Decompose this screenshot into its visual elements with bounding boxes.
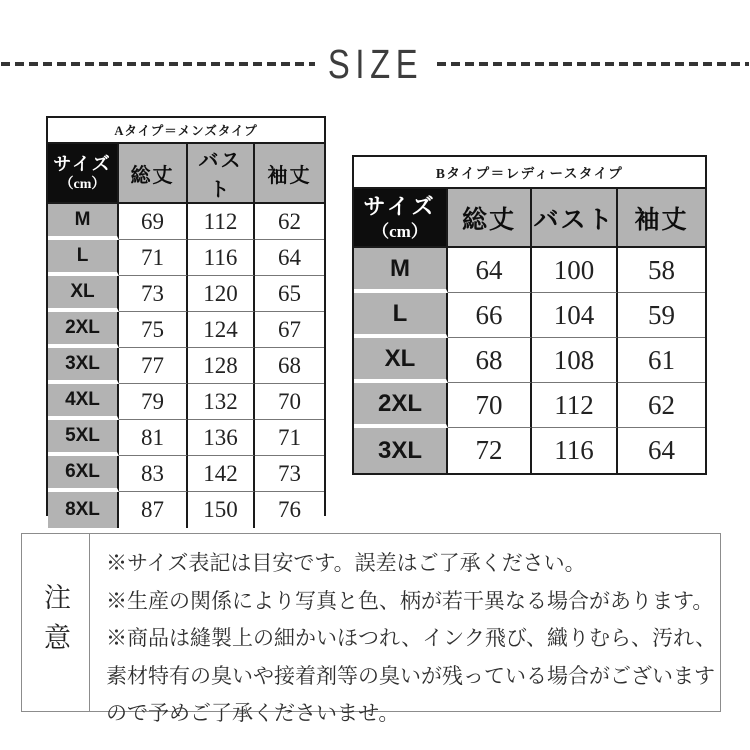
size-label-cell: 3XL <box>354 428 448 473</box>
measurement-cell: 58 <box>618 248 705 293</box>
measurement-cell: 116 <box>188 240 255 276</box>
notice-line: ので予めご了承くださいませ。 <box>106 702 400 725</box>
measurement-cell: 71 <box>255 420 324 456</box>
dashed-rule-left <box>1 62 315 66</box>
table-row <box>48 204 324 240</box>
size-unit-header <box>48 144 119 204</box>
notice-text <box>90 534 720 725</box>
column-header-bust: バスト <box>188 144 255 204</box>
column-header-total-length: 総丈 <box>119 144 188 204</box>
measurement-cell: 67 <box>255 312 324 348</box>
measurement-cell: 64 <box>618 428 705 473</box>
size-label-cell: 5XL <box>48 420 119 456</box>
size-label-cell: 2XL <box>48 312 119 348</box>
size-label-cell: 2XL <box>354 383 448 428</box>
dashed-rule-right <box>437 62 749 66</box>
table-row <box>48 276 324 312</box>
notice-line: ※サイズ表記は目安です。誤差はご了承ください。 <box>106 552 586 575</box>
size-title-band <box>0 42 750 86</box>
measurement-cell: 100 <box>532 248 618 293</box>
size-label-cell: L <box>48 240 119 276</box>
measurement-cell: 73 <box>119 276 188 312</box>
measurement-cell: 61 <box>618 338 705 383</box>
measurement-cell: 73 <box>255 456 324 492</box>
table-row <box>48 312 324 348</box>
size-header-unit: （cm） <box>59 176 106 192</box>
table-title-mens: Aタイプ＝メンズタイプ <box>48 118 324 144</box>
size-label-cell: XL <box>354 338 448 383</box>
table-row <box>48 456 324 492</box>
measurement-cell: 77 <box>119 348 188 384</box>
measurement-cell: 128 <box>188 348 255 384</box>
measurement-cell: 62 <box>255 204 324 240</box>
measurement-cell: 83 <box>119 456 188 492</box>
measurement-cell: 116 <box>532 428 618 473</box>
table-row <box>354 338 705 383</box>
page-title: SIZE <box>328 40 424 87</box>
size-unit-header <box>354 189 448 248</box>
column-header-total-length: 総丈 <box>448 189 532 248</box>
measurement-cell: 75 <box>119 312 188 348</box>
size-label-cell: 4XL <box>48 384 119 420</box>
measurement-cell: 112 <box>532 383 618 428</box>
size-label-cell: 3XL <box>48 348 119 384</box>
table-row <box>48 348 324 384</box>
notice-line: ※生産の関係により写真と色、柄が若干異なる場合があります。 <box>106 589 714 613</box>
size-label-cell: M <box>354 248 448 293</box>
notice-label-cell <box>22 534 90 711</box>
table-title-ladies: Bタイプ＝レディースタイプ <box>354 157 705 189</box>
measurement-cell: 69 <box>119 204 188 240</box>
size-header-label: サイズ <box>363 194 437 220</box>
table-row <box>48 384 324 420</box>
measurement-cell: 64 <box>448 248 532 293</box>
notice-label: 注意 <box>40 582 70 663</box>
measurement-cell: 142 <box>188 456 255 492</box>
ladies-size-table <box>352 155 707 475</box>
size-label-cell: L <box>354 293 448 338</box>
table-row <box>354 428 705 473</box>
table-row <box>48 240 324 276</box>
measurement-cell: 59 <box>618 293 705 338</box>
measurement-cell: 70 <box>255 384 324 420</box>
measurement-cell: 76 <box>255 492 324 528</box>
notice-line: 素材特有の臭いや接着剤等の臭いが残っている場合がございます <box>106 664 715 688</box>
measurement-cell: 72 <box>448 428 532 473</box>
table-row <box>354 248 705 293</box>
table-row <box>354 383 705 428</box>
measurement-cell: 64 <box>255 240 324 276</box>
measurement-cell: 71 <box>119 240 188 276</box>
measurement-cell: 87 <box>119 492 188 528</box>
measurement-cell: 150 <box>188 492 255 528</box>
measurement-cell: 70 <box>448 383 532 428</box>
measurement-cell: 62 <box>618 383 705 428</box>
table-row <box>48 420 324 456</box>
size-label-cell: M <box>48 204 119 240</box>
size-label-cell: 6XL <box>48 456 119 492</box>
measurement-cell: 68 <box>255 348 324 384</box>
size-header-unit: （cm） <box>372 221 428 241</box>
table-row <box>354 293 705 338</box>
measurement-cell: 120 <box>188 276 255 312</box>
column-header-sleeve: 袖丈 <box>618 189 705 248</box>
size-label-cell: XL <box>48 276 119 312</box>
measurement-cell: 66 <box>448 293 532 338</box>
notice-box <box>21 533 721 725</box>
measurement-cell: 108 <box>532 338 618 383</box>
measurement-cell: 81 <box>119 420 188 456</box>
measurement-cell: 132 <box>188 384 255 420</box>
notice-line: ※商品は縫製上の細かいほつれ、インク飛び、織りむら、汚れ、 <box>106 627 717 650</box>
measurement-cell: 124 <box>188 312 255 348</box>
column-header-bust: バスト <box>532 189 618 248</box>
column-header-sleeve: 袖丈 <box>255 144 324 204</box>
size-header-label: サイズ <box>53 154 112 174</box>
measurement-cell: 68 <box>448 338 532 383</box>
size-label-cell: 8XL <box>48 492 119 528</box>
mens-size-table <box>46 116 326 522</box>
table-row <box>48 492 324 528</box>
measurement-cell: 65 <box>255 276 324 312</box>
measurement-cell: 104 <box>532 293 618 338</box>
measurement-cell: 112 <box>188 204 255 240</box>
measurement-cell: 136 <box>188 420 255 456</box>
measurement-cell: 79 <box>119 384 188 420</box>
